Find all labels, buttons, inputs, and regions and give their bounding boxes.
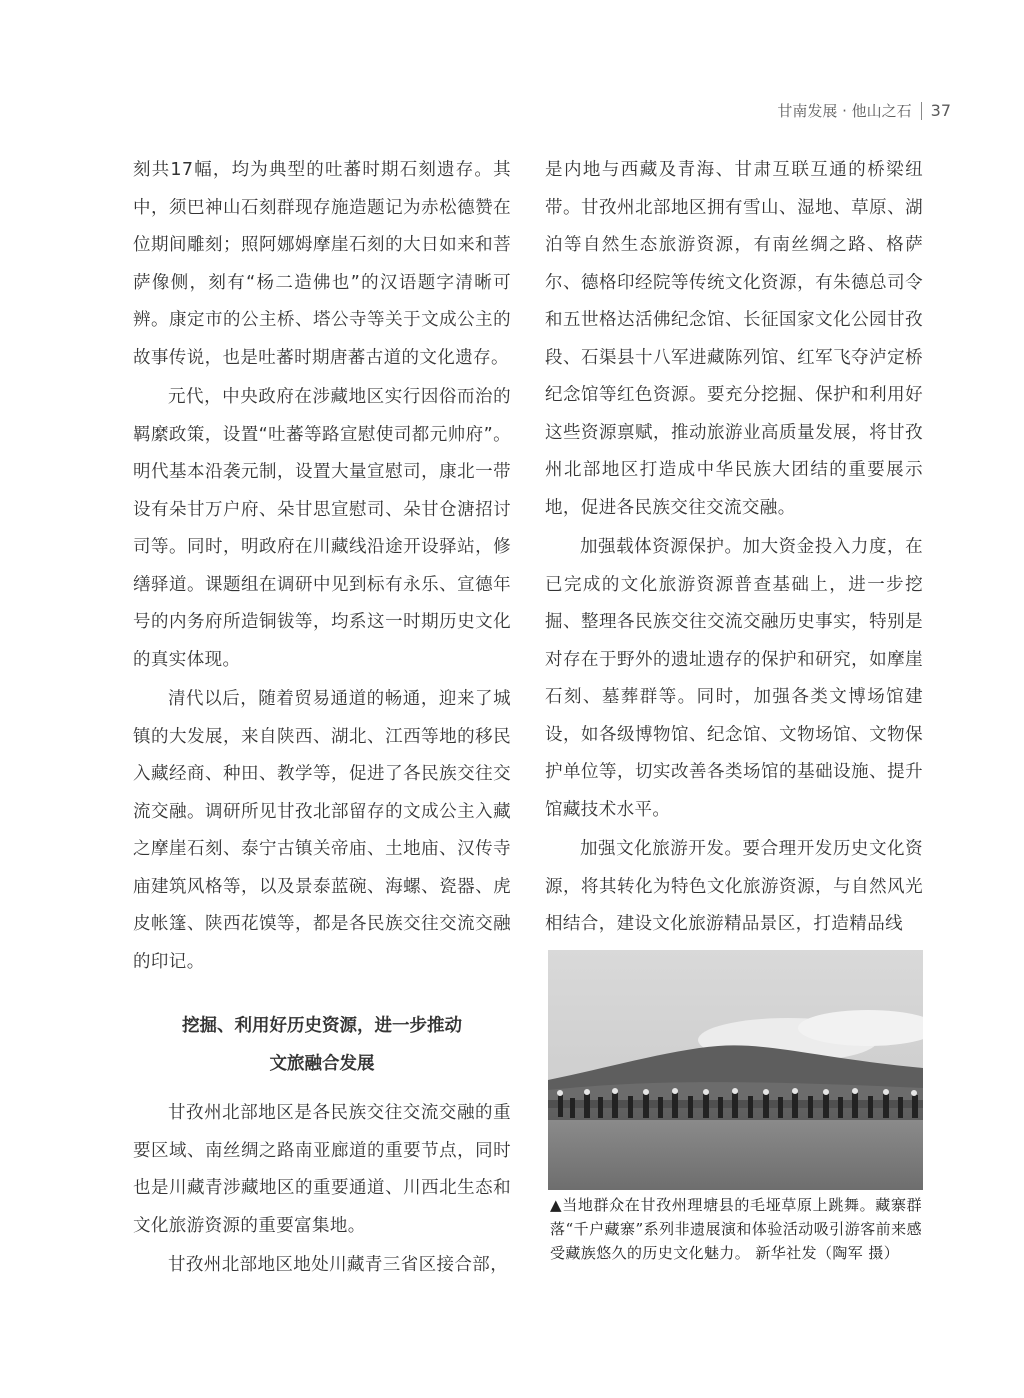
section-heading [133,1007,511,1083]
section-title: 甘南发展 · 他山之石 [777,102,912,120]
photo-caption: ▲当地群众在甘孜州理塘县的毛垭草原上跳舞。藏寨群落“千户藏寨”系列非遗展演和体验活动吸引游客前来感受藏族悠久的历史文化魅力。 新华社发（陶军 摄） [550,1196,922,1262]
paragraph: 是内地与西藏及青海、甘肃互联互通的桥梁纽带。甘孜州北部地区拥有雪山、湿地、草原、湖泊等自然生态旅游资源，有南丝绸之路、格萨尔、德格印经院等传统文化资源，有朱德总司令和五世格达活佛纪念馆、长征国家文化公园甘孜段、石渠县十八军进藏陈列馆、红军飞夺泸定桥纪念馆等红色资源。要充分挖掘、保护和利用好这些资源禀赋，推动旅游业高质量发展，将甘孜州北部地区打造成中华民族大团结的重要展示地，促进各民族交往交流交融。 [545,160,923,518]
paragraph: 甘孜州北部地区是各民族交往交流交融的重要区域、南丝绸之路南亚廊道的重要节点，同时也是川藏青涉藏地区的重要通道、川西北生态和文化旅游资源的重要富集地。 [133,1103,511,1236]
paragraph: 加强文化旅游开发。要合理开发历史文化资源，将其转化为特色文化旅游资源，与自然风光相结合，建设文化旅游精品景区，打造精品线 [545,839,923,934]
left-column [133,152,511,1285]
paragraph: 清代以后，随着贸易通道的畅通，迎来了城镇的大发展，来自陕西、湖北、江西等地的移民入藏经商、种田、教学等，促进了各民族交往交流交融。调研所见甘孜北部留存的文成公主入藏之摩崖石刻、泰宁古镇关帝庙、土地庙、汉传寺庙建筑风格等，以及景泰蓝碗、海螺、瓷器、虎皮帐篷、陕西花馍等，都是各民族交往交流交融的印记。 [133,689,511,972]
right-column [545,152,923,944]
running-header [777,100,951,121]
paragraph: 元代，中央政府在涉藏地区实行因俗而治的羁縻政策，设置“吐蕃等路宣慰使司都元帅府”。明代基本沿袭元制，设置大量宣慰司，康北一带设有朵甘万户府、朵甘思宣慰司、朵甘仓溏招讨司等。同时，明政府在川藏线沿途开设驿站，修缮驿道。课题组在调研中见到标有永乐、宣德年号的内务府所造铜钹等，均系这一时期历史文化的真实体现。 [133,387,511,670]
page-number: 37 [930,101,951,120]
heading-line: 文旅融合发展 [269,1054,375,1074]
heading-line: 挖掘、利用好历史资源，进一步推动 [182,1016,462,1036]
header-divider [921,102,922,120]
grassland-dance-photo [548,950,923,1190]
paragraph: 刻共17幅，均为典型的吐蕃时期石刻遗存。其中，须巴神山石刻群现存施造题记为赤松德赞在位期间雕刻；照阿娜姆摩崖石刻的大日如来和菩萨像侧，刻有“杨二造佛也”的汉语题字清晰可辨。康定市的公主桥、塔公寺等关于文成公主的故事传说，也是吐蕃时期唐蕃古道的文化遗存。 [133,160,511,368]
paragraph: 甘孜州北部地区地处川藏青三省区接合部， [168,1255,509,1275]
paragraph: 加强载体资源保护。加大资金投入力度，在已完成的文化旅游资源普查基础上，进一步挖掘、整理各民族交往交流交融历史事实，特别是对存在于野外的遗址遗存的保护和研究，如摩崖石刻、墓葬群等。同时，加强各类文博场馆建设，如各级博物馆、纪念馆、文物场馆、文物保护单位等，切实改善各类场馆的基础设施、提升馆藏技术水平。 [545,537,923,820]
